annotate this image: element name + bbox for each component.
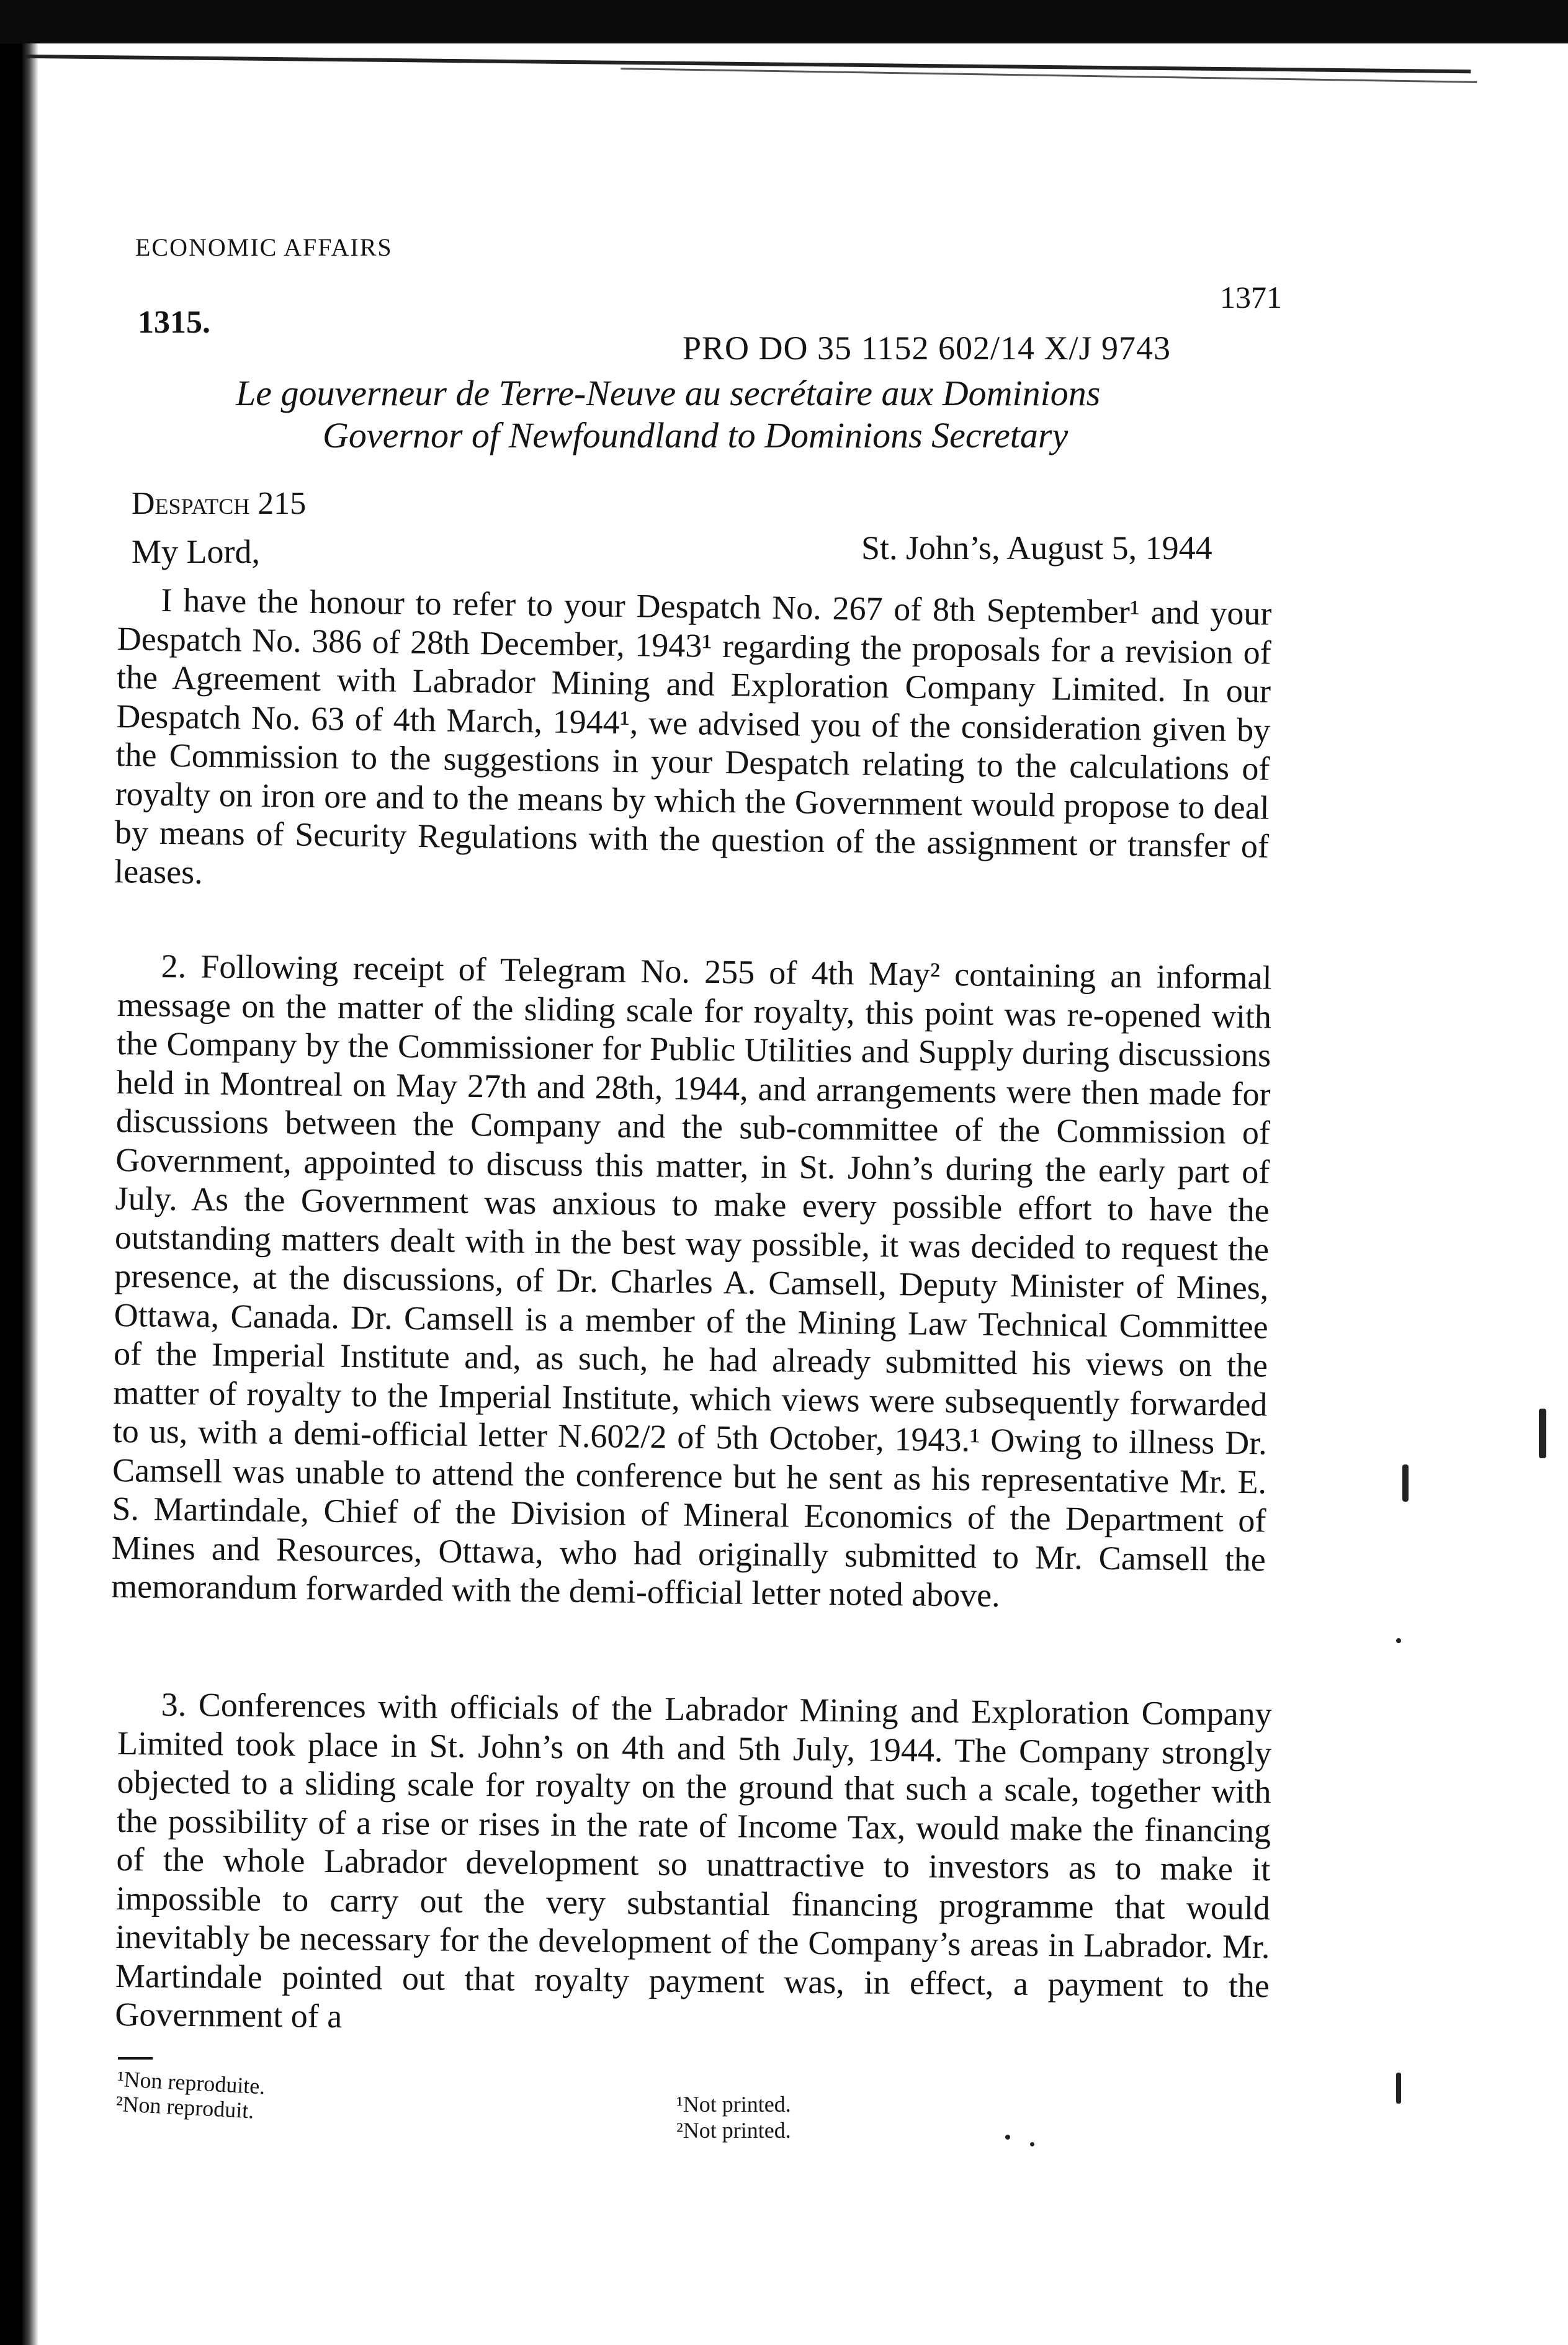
despatch-heading bbox=[132, 485, 306, 522]
scan-mark bbox=[1005, 2135, 1010, 2140]
footnote-fr-2: ²Non reproduit. bbox=[115, 2091, 255, 2123]
page-number: 1371 bbox=[1220, 280, 1282, 315]
place-date: St. John’s, August 5, 1944 bbox=[861, 529, 1212, 567]
scan-mark bbox=[1402, 1464, 1409, 1502]
paragraph-3: 3. Conferences with officials of the Labrador Mining and Exploration Company Limited took place in St. John’s on 4th and 5th July, 1944. The Company strongly objected to a sliding scale for royalty on the ground that such a scale, together with the possibility of a rise or rises in the rate of Income Tax, would make the financing of the whole Labrador development so unattractive to investors as to make it impossible to carry out the very substantial financing programme that would inevitably be necessary for the development of the Company’s areas in Labrador. Mr. Martindale pointed out that royalty payment was, in effect, a payment to the Government of a bbox=[115, 1685, 1272, 2035]
title-french: Le gouverneur de Terre-Neuve au secrétaire aux Dominions bbox=[236, 373, 1101, 413]
archive-reference: PRO DO 35 1152 602/14 X/J 9743 bbox=[683, 330, 1172, 367]
footnote-fr-1: ¹Non reproduite. bbox=[116, 2066, 266, 2099]
paragraph-1: I have the honour to refer to your Despatch No. 267 of 8th September¹ and your Despatch No. 386 of 28th December, 1943¹ regarding the proposals for a revision of the Agreement with Labrador Mining and Exploration Company Limited. In our Despatch No. 63 of 4th March, 1944¹, we advised you of the consideration given by the Commission to the suggestions in your Despatch relating to the calculations of royalty on iron ore and to the means by which the Government would propose to deal by means of Security Regulations with the question of the assignment or transfer of leases. bbox=[114, 581, 1272, 891]
paragraph-2: 2. Following receipt of Telegram No. 255 of 4th May² containing an informal message on the matter of the sliding scale for royalty, this point was re-opened with the Company by the Commissioner for Public Utilities and Supply during discussions held in Montreal on May 27th and 28th, 1944, and arrangements were then made for discussions between the Company and the sub-committee of the Commission of Government, appointed to discuss this matter, in St. John’s during the early part of July. As the Government was anxious to make every possible effort to have the outstanding matters dealt with in the best way possible, it was decided to request the presence, at the discussions, of Dr. Charles A. Camsell, Deputy Minister of Mines, Ottawa, Canada. Dr. Camsell is a member of the Mining Law Technical Committee of the Imperial Institute and, as such, he had already submitted his views on the matter of royalty to the Imperial Institute, which views were subsequently forwarded to us, with a demi-official letter N.602/2 of 5th October, 1943.¹ Owing to illness Dr. Camsell was unable to attend the conference but he sent as his representative Mr. E. S. Martindale, Chief of the Division of Mineral Economics of the Department of Mines and Resources, Ottawa, who had originally submitted to Mr. Camsell the memorandum forwarded with the demi-official letter noted above. bbox=[110, 947, 1272, 1614]
despatch-label: Despatch bbox=[132, 486, 250, 521]
footnote-rule bbox=[118, 2057, 153, 2060]
footnote-en-1: ¹Not printed. bbox=[676, 2092, 791, 2117]
scan-mark bbox=[1396, 2073, 1401, 2104]
scan-mark bbox=[1539, 1409, 1546, 1458]
footnotes-english bbox=[676, 2091, 791, 2143]
scan-mark bbox=[1396, 1638, 1401, 1643]
salutation: My Lord, bbox=[132, 533, 260, 570]
scan-mark bbox=[1030, 2142, 1034, 2146]
document-number: 1315. bbox=[138, 305, 210, 340]
footnote-en-2: ²Not printed. bbox=[676, 2118, 791, 2143]
footnotes-french bbox=[115, 2066, 266, 2123]
running-head: ECONOMIC AFFAIRS bbox=[135, 233, 393, 261]
title-english: Governor of Newfoundland to Dominions Secretary bbox=[323, 415, 1068, 455]
despatch-number: 215 bbox=[258, 486, 307, 521]
